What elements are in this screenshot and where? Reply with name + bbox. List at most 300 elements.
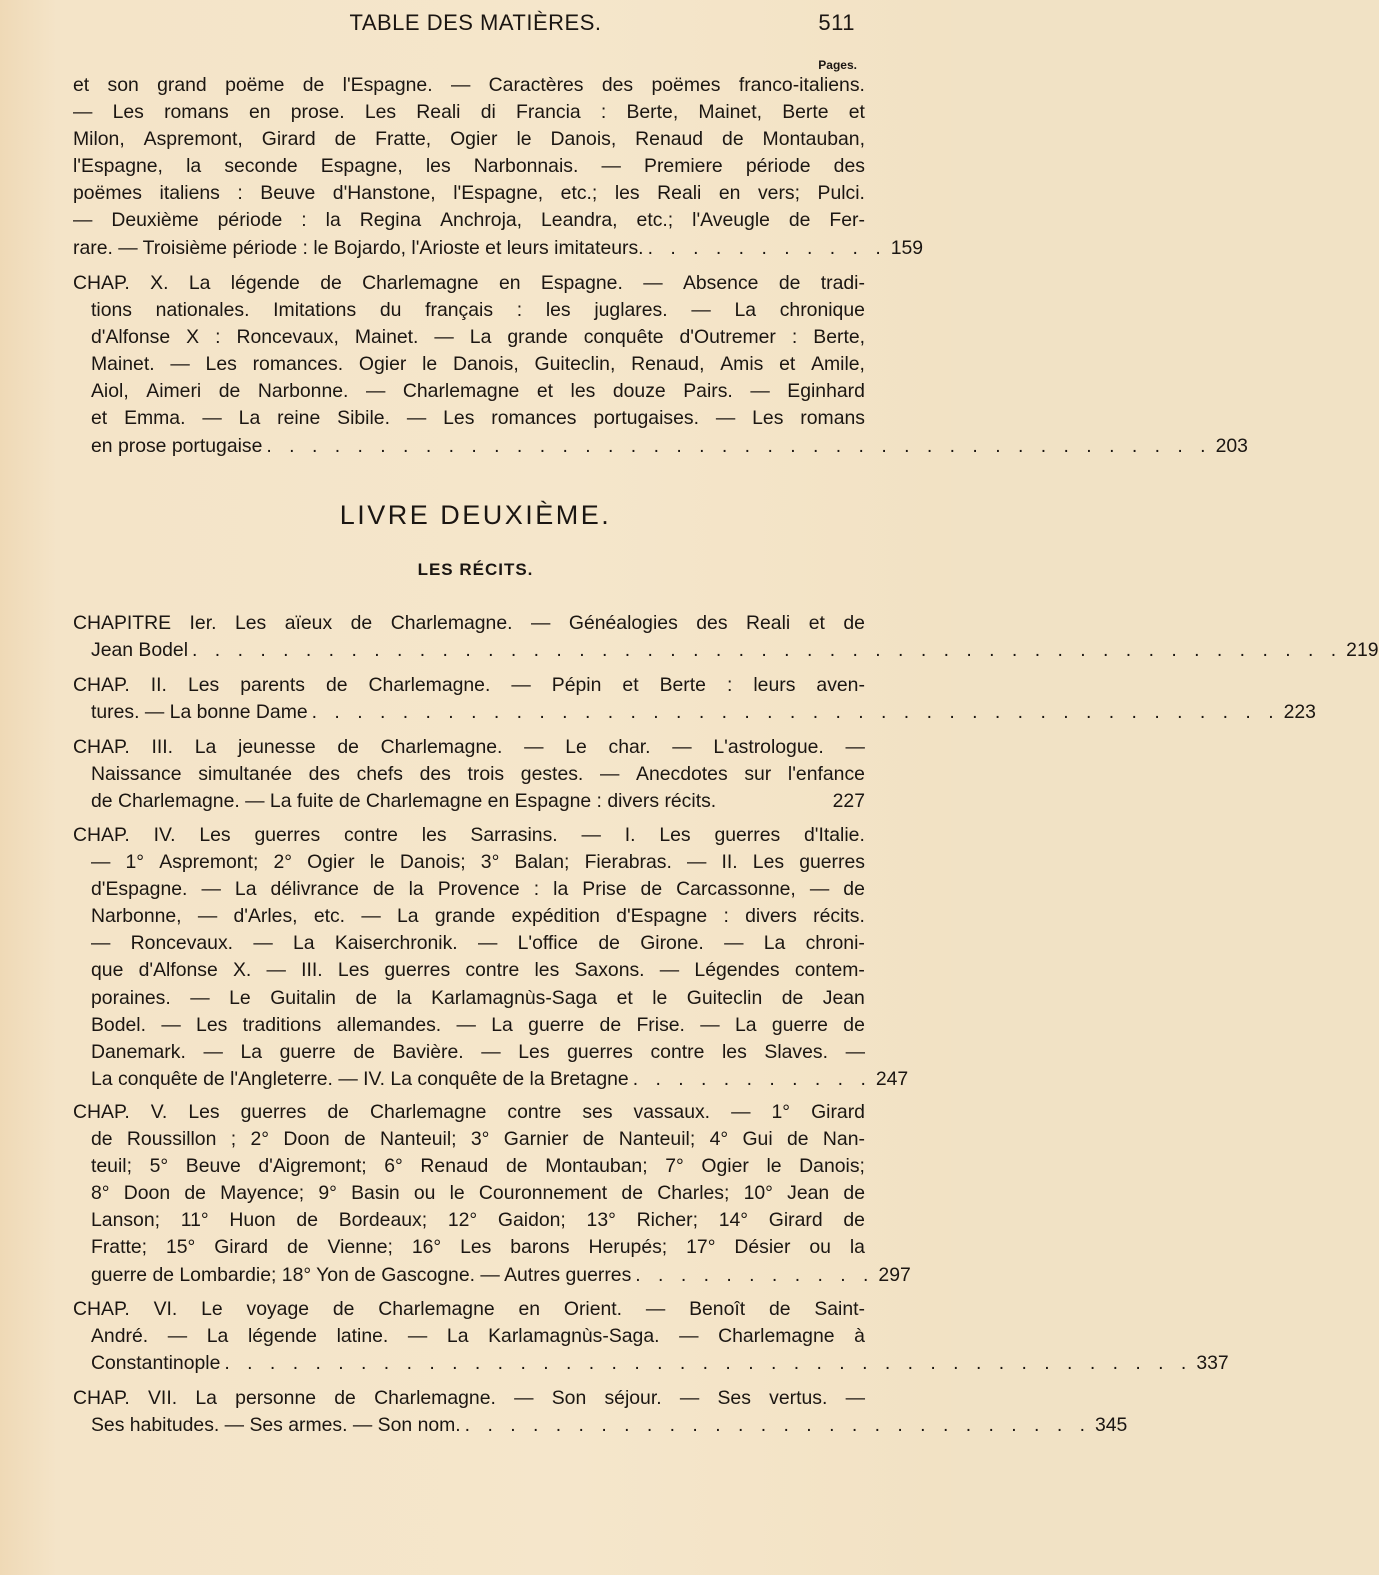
word: délivrance bbox=[270, 878, 359, 901]
entry-line bbox=[73, 180, 865, 207]
word: L'office bbox=[517, 932, 579, 955]
word: Charlemagne. bbox=[374, 1387, 496, 1409]
entry-line bbox=[73, 72, 865, 99]
word: vassaux. bbox=[633, 1101, 711, 1123]
entry-page-number: 159 bbox=[890, 236, 924, 259]
word: Huon bbox=[229, 1209, 276, 1232]
word: en bbox=[498, 272, 521, 294]
word: des bbox=[833, 155, 865, 178]
word: la bbox=[186, 155, 202, 178]
word: Désier bbox=[734, 1236, 791, 1259]
word: de bbox=[184, 1182, 206, 1205]
word: le bbox=[369, 851, 385, 874]
word: Couronnement bbox=[478, 1182, 608, 1205]
word: — bbox=[715, 407, 736, 430]
entry-line bbox=[73, 985, 865, 1012]
word: Bodel. bbox=[91, 1013, 146, 1036]
word: ou bbox=[809, 1236, 831, 1259]
toc-entry-chap-vi bbox=[73, 1296, 1229, 1377]
word: en bbox=[248, 101, 271, 124]
word: Nanteuil; bbox=[379, 1128, 457, 1151]
word: Garnier bbox=[503, 1128, 569, 1151]
word: de bbox=[843, 1182, 865, 1205]
word: d'Italie. bbox=[804, 824, 865, 846]
word: et bbox=[808, 612, 825, 634]
word: 10° bbox=[743, 1182, 773, 1205]
word: 7° bbox=[665, 1155, 684, 1178]
word: Premiere bbox=[644, 155, 723, 178]
word: — bbox=[266, 959, 286, 982]
word: aven- bbox=[816, 674, 865, 696]
word: les bbox=[545, 299, 571, 322]
word: Bordeaux; bbox=[338, 1209, 428, 1232]
word: Charles; bbox=[657, 1182, 730, 1205]
word: Girard bbox=[768, 1209, 823, 1232]
word: La bbox=[397, 905, 419, 928]
word: chronique bbox=[779, 299, 865, 322]
word: nationales. bbox=[155, 299, 250, 322]
word: — bbox=[456, 1013, 476, 1036]
word: La bbox=[188, 272, 211, 294]
entry-line bbox=[73, 99, 865, 126]
word: latine. bbox=[336, 1325, 389, 1348]
word: Basin bbox=[351, 1182, 400, 1205]
toc-entry-continuation bbox=[73, 72, 924, 262]
word: d'Espagne bbox=[616, 905, 708, 928]
word: X bbox=[186, 326, 200, 349]
leader-dots: . . . . . . . . . . . . . . . . . . . . . . . . . . . . . . . . . . . . . . . . . . bbox=[266, 434, 1212, 457]
toc-entry-chap-iv bbox=[73, 822, 909, 1093]
entry-line bbox=[73, 610, 865, 637]
word: de bbox=[786, 1128, 809, 1151]
entry-page-number: 345 bbox=[1094, 1414, 1128, 1437]
word: Les bbox=[188, 1101, 220, 1123]
entry-line-text: Ses habitudes. — Ses armes. — Son nom. bbox=[91, 1414, 461, 1437]
word: Berte bbox=[782, 101, 829, 124]
word: Doon bbox=[123, 1182, 171, 1205]
word: Milon, bbox=[73, 128, 125, 151]
word: Mayence; bbox=[220, 1182, 305, 1205]
word: d'Hanstone, bbox=[332, 182, 436, 205]
entry-line bbox=[73, 761, 865, 788]
word: trois bbox=[467, 763, 505, 786]
word: à bbox=[854, 1325, 865, 1348]
word: vers; bbox=[757, 182, 800, 205]
word: d'Alfonse bbox=[138, 959, 218, 982]
word: gestes. bbox=[520, 763, 584, 786]
word: Benoît bbox=[689, 1298, 746, 1320]
book-subtitle: LES RÉCITS. bbox=[417, 560, 534, 579]
word: Les bbox=[187, 674, 220, 696]
word: l'enfance bbox=[787, 763, 865, 786]
entry-page-number: 219 bbox=[1346, 639, 1379, 662]
word: — bbox=[91, 932, 111, 955]
word: Les bbox=[337, 959, 370, 982]
leader-dots: . . . . . . . . . . . . . . . . . . . . . . . . . . . . bbox=[464, 1414, 1091, 1437]
word: l'Espagne. bbox=[342, 74, 433, 96]
word: — bbox=[481, 1040, 501, 1063]
word: — bbox=[253, 932, 273, 955]
word: Aimeri bbox=[146, 380, 202, 403]
toc-entry-chapitre-1 bbox=[73, 610, 1379, 664]
word: Slaves. bbox=[764, 1040, 828, 1063]
word: l'Espagne, bbox=[453, 182, 544, 205]
word: Leandra, bbox=[541, 209, 618, 232]
word: guerre bbox=[528, 1013, 585, 1036]
word: : bbox=[237, 182, 243, 205]
word: la bbox=[396, 986, 412, 1009]
word: Karlamagnùs-Saga bbox=[431, 986, 598, 1009]
word: Aiol, bbox=[91, 380, 129, 403]
word: Naissance bbox=[91, 763, 182, 786]
word: et bbox=[848, 101, 865, 124]
word: poëmes bbox=[73, 182, 142, 205]
entry-last-line bbox=[73, 788, 865, 815]
word: — bbox=[203, 1040, 223, 1063]
word: Charlemagne. bbox=[368, 674, 491, 696]
word: II. bbox=[150, 674, 167, 696]
word: du bbox=[379, 299, 402, 322]
entry-line bbox=[73, 1126, 865, 1153]
entry-last-line bbox=[73, 235, 924, 262]
book-title: LIVRE DEUXIÈME. bbox=[339, 500, 612, 530]
leader-dots: . . . . . . . . . . . bbox=[632, 1067, 872, 1090]
entry-line bbox=[73, 1039, 865, 1066]
word: Les bbox=[752, 407, 784, 430]
word: légende bbox=[247, 1325, 317, 1348]
word: etc.; bbox=[636, 209, 674, 232]
word: tions bbox=[91, 299, 132, 322]
word: simultanée bbox=[198, 763, 292, 786]
word: reine bbox=[277, 407, 321, 430]
entry-line bbox=[73, 270, 865, 297]
word: Berte, bbox=[626, 101, 679, 124]
word: Les bbox=[752, 851, 785, 874]
word: Narbonne, bbox=[91, 905, 182, 928]
word: Le bbox=[201, 1298, 223, 1320]
word: juglares. bbox=[594, 299, 668, 322]
word: — bbox=[190, 986, 210, 1009]
entry-line bbox=[73, 1153, 865, 1180]
word: Fer- bbox=[829, 209, 865, 232]
word: 16° bbox=[411, 1236, 442, 1259]
entry-last-line bbox=[73, 1262, 911, 1289]
word: de bbox=[353, 1040, 375, 1063]
word: prose. bbox=[290, 101, 345, 124]
word: de bbox=[327, 1101, 349, 1123]
word: — bbox=[700, 1013, 720, 1036]
word: grand bbox=[157, 74, 207, 96]
word: chroni- bbox=[805, 932, 865, 955]
leader-dots: . . . . . . . . . . . . . . . . . . . . . . . . . . . . . . . . . . . . . . . . . . . bbox=[224, 1352, 1193, 1375]
word: Reali bbox=[746, 612, 791, 634]
word: les bbox=[570, 380, 596, 403]
word: des bbox=[601, 74, 634, 96]
word: Guiteclin, bbox=[534, 353, 616, 376]
word: di bbox=[480, 101, 496, 124]
word: le bbox=[422, 353, 438, 376]
toc-entry-chap-x bbox=[73, 270, 1248, 460]
entry-page-number: 223 bbox=[1283, 701, 1316, 724]
word: CHAPITRE bbox=[73, 612, 172, 634]
word: CHAP. bbox=[73, 1298, 130, 1320]
word: voyage bbox=[246, 1298, 310, 1320]
word: les bbox=[534, 959, 560, 982]
word: de bbox=[320, 272, 342, 294]
word: leurs bbox=[753, 674, 796, 696]
word: — bbox=[601, 155, 621, 178]
word: de bbox=[788, 209, 811, 232]
entry-page-number: 227 bbox=[832, 790, 865, 813]
entry-page-number: 297 bbox=[878, 1263, 911, 1286]
word: Renaud bbox=[635, 128, 704, 151]
word: Montauban; bbox=[545, 1155, 648, 1178]
word: l'Espagne, bbox=[73, 155, 163, 178]
word: 3° bbox=[480, 851, 500, 874]
word: en bbox=[718, 182, 741, 205]
entry-line bbox=[73, 672, 865, 699]
word: divers bbox=[745, 905, 797, 928]
word: sur bbox=[744, 763, 772, 786]
word: — bbox=[361, 905, 381, 928]
entry-line bbox=[73, 1323, 865, 1350]
word: — bbox=[434, 326, 454, 349]
word: IV. bbox=[153, 824, 176, 846]
word: Girone. bbox=[640, 932, 704, 955]
word: Mainet. bbox=[91, 353, 155, 376]
word: guerre bbox=[771, 1013, 828, 1036]
toc-entry-chap-v bbox=[73, 1099, 911, 1289]
word: de bbox=[598, 932, 620, 955]
word: Ier. bbox=[189, 612, 217, 634]
word: — bbox=[201, 878, 221, 901]
word: de bbox=[325, 674, 348, 696]
word: l'Aveugle bbox=[692, 209, 770, 232]
word: 3° bbox=[470, 1128, 490, 1151]
word: seconde bbox=[224, 155, 298, 178]
word: des bbox=[308, 763, 340, 786]
entry-line bbox=[73, 351, 865, 378]
word: Reali bbox=[416, 101, 461, 124]
word: — bbox=[809, 878, 830, 901]
word: Girard bbox=[214, 1236, 269, 1259]
word: X. bbox=[232, 959, 252, 982]
entry-line-text: Jean Bodel bbox=[91, 639, 189, 662]
word: La bbox=[763, 932, 786, 955]
word: : bbox=[533, 878, 540, 901]
word: Roussillon bbox=[126, 1128, 217, 1151]
word: — bbox=[599, 763, 620, 786]
word: contre bbox=[344, 824, 398, 846]
word: traditions bbox=[242, 1013, 322, 1036]
entry-line bbox=[73, 378, 865, 405]
leader-dots: . . . . . . . . . . . . . . . . . . . . . . . . . . . . . . . . . . . . . . . . . . . . . . . . . . . bbox=[192, 639, 1343, 662]
word: guerres bbox=[799, 851, 865, 874]
word: grande bbox=[507, 326, 568, 349]
word: Espagne, bbox=[320, 155, 403, 178]
word: contre bbox=[465, 959, 520, 982]
word: de bbox=[355, 986, 378, 1009]
entry-last-line bbox=[73, 699, 1316, 726]
word: légende bbox=[230, 272, 300, 294]
word: Le bbox=[229, 986, 251, 1009]
word: et bbox=[779, 353, 796, 376]
header-page-number: 511 bbox=[818, 10, 855, 35]
word: Charlemagne bbox=[718, 1325, 835, 1348]
word: de bbox=[287, 1236, 309, 1259]
word: 2° bbox=[273, 851, 293, 874]
leader-dots: . . . . . . . . . . . . . . . . . . . . . . . . . . . . . . . . . . . . . . . . . . . bbox=[311, 701, 1280, 724]
entry-line bbox=[73, 405, 865, 432]
word: VII. bbox=[148, 1387, 178, 1409]
word: Herupés; bbox=[588, 1236, 668, 1259]
word: 1° bbox=[125, 851, 145, 874]
word: : bbox=[516, 299, 523, 322]
word: : bbox=[215, 326, 221, 349]
entry-line-text: guerre de Lombardie; 18° Yon de Gascogne. — Autres guerres bbox=[91, 1263, 632, 1286]
word: Carcassonne, bbox=[676, 878, 796, 901]
word: CHAP. bbox=[73, 1387, 130, 1409]
word: Anchroja, bbox=[440, 209, 523, 232]
word: les bbox=[614, 182, 640, 205]
word: — bbox=[845, 1387, 865, 1409]
word: Karlamagnùs-Saga. bbox=[488, 1325, 660, 1348]
word: — bbox=[659, 959, 680, 982]
word: Les bbox=[234, 612, 267, 634]
word: — bbox=[531, 612, 551, 634]
word: Roncevaux, bbox=[236, 326, 339, 349]
word: L'astrologue. bbox=[713, 736, 824, 758]
pages-column-label: Pages. bbox=[818, 58, 857, 72]
word: Prise bbox=[582, 878, 627, 901]
word: de bbox=[302, 74, 325, 96]
word: Fratte; bbox=[91, 1236, 148, 1259]
entry-line-text: de Charlemagne. — La fuite de Charlemagne en Espagne : divers récits. bbox=[91, 790, 717, 813]
word: guerres bbox=[384, 959, 451, 982]
word: Renaud, bbox=[631, 353, 705, 376]
word: Nan- bbox=[822, 1128, 865, 1151]
word: le bbox=[766, 1155, 782, 1178]
toc-entry-chap-iii bbox=[73, 734, 865, 815]
word: romans bbox=[164, 101, 229, 124]
word: Frise. bbox=[636, 1013, 685, 1036]
word: 2° bbox=[250, 1128, 270, 1151]
entry-page-number: 247 bbox=[875, 1067, 909, 1090]
word: — bbox=[167, 1325, 188, 1348]
word: de bbox=[621, 1182, 643, 1205]
word: 4° bbox=[709, 1128, 729, 1151]
word: Balan; bbox=[514, 851, 570, 874]
entry-last-line bbox=[73, 637, 1379, 664]
word: : bbox=[791, 326, 798, 349]
word: allemandes. bbox=[336, 1013, 442, 1036]
word: Guiteclin bbox=[686, 986, 763, 1009]
word: Espagne. bbox=[540, 272, 623, 294]
word: ; bbox=[230, 1128, 237, 1151]
word: — bbox=[724, 932, 744, 955]
word: de bbox=[843, 612, 865, 634]
word: Les bbox=[460, 1236, 492, 1259]
entry-line bbox=[73, 207, 865, 234]
word: Berte bbox=[659, 674, 706, 696]
word: — bbox=[845, 736, 865, 758]
word: Charlemagne bbox=[369, 1101, 487, 1123]
word: La bbox=[734, 1013, 757, 1036]
toc-entry-chap-vii bbox=[73, 1385, 1128, 1439]
word: 15° bbox=[165, 1236, 196, 1259]
word: etc. bbox=[313, 905, 346, 928]
entry-line bbox=[73, 903, 865, 930]
word: Caractères bbox=[488, 74, 584, 96]
word: Roncevaux. bbox=[130, 932, 234, 955]
word: romances. bbox=[252, 353, 344, 376]
word: Girard bbox=[261, 128, 316, 151]
word: douze bbox=[612, 380, 666, 403]
word: d'Alfonse bbox=[91, 326, 171, 349]
word: la bbox=[325, 209, 341, 232]
word: les bbox=[425, 155, 451, 178]
word: de bbox=[344, 1128, 366, 1151]
word: 14° bbox=[718, 1209, 749, 1232]
word: III. bbox=[151, 736, 174, 758]
word: Ogier bbox=[358, 353, 407, 376]
word: Ses bbox=[717, 1387, 751, 1409]
word: d'Outremer bbox=[679, 326, 776, 349]
word: parents bbox=[240, 674, 305, 696]
word: les bbox=[722, 1040, 747, 1063]
word: teuil; bbox=[91, 1155, 132, 1178]
word: — bbox=[73, 101, 93, 124]
word: Regina bbox=[359, 209, 422, 232]
word: guerres bbox=[567, 1040, 633, 1063]
word: Beuve bbox=[260, 182, 316, 205]
word: Les bbox=[205, 353, 237, 376]
word: Gui bbox=[742, 1128, 773, 1151]
word: Saxons. bbox=[574, 959, 645, 982]
word: Généalogies bbox=[568, 612, 678, 634]
word: Aspremont; bbox=[159, 851, 259, 874]
word: que bbox=[91, 959, 124, 982]
word: français bbox=[425, 299, 494, 322]
word: ou bbox=[413, 1182, 436, 1205]
word: des bbox=[419, 763, 451, 786]
word: romances bbox=[491, 407, 577, 430]
word: d'Espagne. bbox=[91, 878, 188, 901]
word: d'Aigremont; bbox=[258, 1155, 367, 1178]
word: Les bbox=[518, 1040, 550, 1063]
word: La bbox=[491, 1013, 513, 1036]
word: ses bbox=[582, 1101, 613, 1123]
leader-dots: . . . . . . . . . . . bbox=[635, 1263, 875, 1286]
word: de bbox=[843, 878, 865, 901]
word: de bbox=[768, 1298, 791, 1320]
word: Aspremont, bbox=[143, 128, 243, 151]
word: de bbox=[781, 986, 804, 1009]
header-title: TABLE DES MATIÈRES. bbox=[349, 10, 602, 35]
word: Danois, bbox=[550, 128, 617, 151]
toc-entry-chap-ii bbox=[73, 672, 1316, 726]
word: le bbox=[516, 128, 532, 151]
word: Danemark. bbox=[91, 1040, 186, 1063]
word: Ogier bbox=[450, 128, 498, 151]
word: de bbox=[843, 1013, 865, 1036]
entry-line bbox=[73, 1234, 865, 1261]
word: Les bbox=[443, 407, 475, 430]
word: poraines. bbox=[91, 986, 171, 1009]
word: — bbox=[643, 272, 663, 294]
word: guerres bbox=[254, 824, 321, 846]
word: 1° bbox=[771, 1101, 791, 1123]
